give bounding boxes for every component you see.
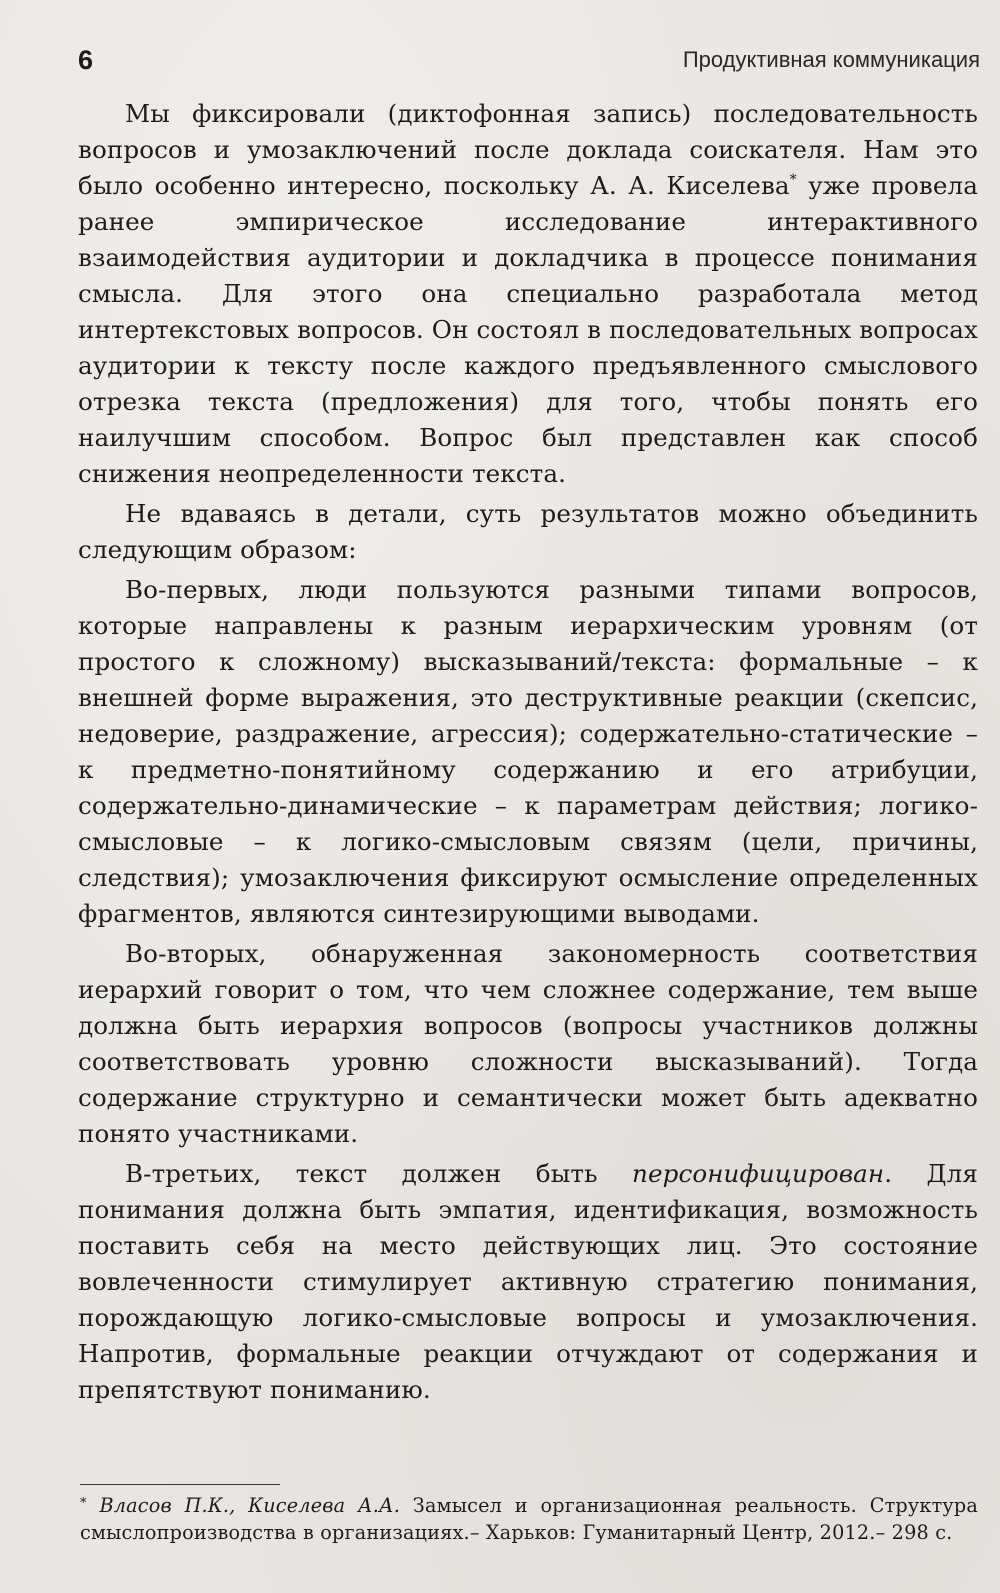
footnote-mark: * bbox=[80, 1496, 87, 1511]
footnote-authors: Власов П.К., Киселева А.А. bbox=[99, 1494, 401, 1517]
paragraph-5-text-a: В-третьих, текст должен быть bbox=[125, 1159, 633, 1188]
page-number: 6 bbox=[78, 45, 94, 75]
footnote-divider bbox=[80, 1484, 280, 1485]
paragraph-2: Не вдаваясь в детали, суть результатов можно объединить следующим образом: bbox=[78, 499, 978, 564]
footnote-text: Замысел и организационная реальность. Структура смыслопроизводства в организациях.– Харьков: Гуманитарный Центр, 2012.– 298 с. bbox=[80, 1494, 978, 1544]
emphasized-term: персонифицирован bbox=[632, 1159, 885, 1188]
paragraph-5-text-b: . Для понимания должна быть эмпатия, идентификация, возможность поставить себя на место действующих лиц. Это состояние вовлеченности стимулирует активную стратегию понимания, порождающую логико-смысловые вопросы и умозаключения. Напротив, формальные реакции отчуждают от содержания и препятствуют пониманию. bbox=[78, 1159, 978, 1404]
footnote-reference: * bbox=[789, 172, 797, 188]
running-title: Продуктивная коммуникация bbox=[682, 47, 980, 72]
paragraph-4: Во-вторых, обнаруженная закономерность соответствия иерархий говорит о том, что чем сложнее содержание, тем выше должна быть иерархия вопросов (вопросы участников должны соответствовать уровню сложности высказываний). Тогда содержание структурно и семантически может быть адекватно понято участниками. bbox=[78, 939, 978, 1148]
footnote bbox=[80, 1490, 978, 1546]
page-header bbox=[78, 40, 980, 80]
paragraph-3: Во-первых, люди пользуются разными типами вопросов, которые направлены к разным иерархическим уровням (от простого к сложному) высказываний/текста: формальные – к внешней форме выражения, это деструктивные реакции (скепсис, недоверие, раздражение, агрессия); содержательно-статические – к предметно-понятийному содержанию и его атрибуции, содержательно-динамические – к параметрам действия; логико-смысловые – к логико-смысловым связям (цели, причины, следствия); умозаключения фиксируют осмысление определенных фрагментов, являются синтезирующими выводами. bbox=[78, 575, 978, 928]
main-text bbox=[78, 96, 978, 1408]
paragraph-1-text-a: Мы фиксировали (диктофонная запись) последовательность вопросов и умозаключений после доклада соискателя. Нам это было особенно интересно, поскольку А. А. Киселева bbox=[78, 99, 978, 200]
paragraph-1 bbox=[78, 96, 978, 492]
paragraph-1-text-b: уже провела ранее эмпирическое исследование интерактивного взаимодействия аудитории и докладчика в процессе понимания смысла. Для этого она специально разработала метод интертекстовых вопросов. Он состоял в последовательных вопросах аудитории к тексту после каждого предъявленного смыслового отрезка текста (предложения) для того, чтобы понять его наилучшим способом. Вопрос был представлен как способ снижения неопределенности текста. bbox=[78, 171, 978, 488]
paragraph-5 bbox=[78, 1156, 978, 1408]
